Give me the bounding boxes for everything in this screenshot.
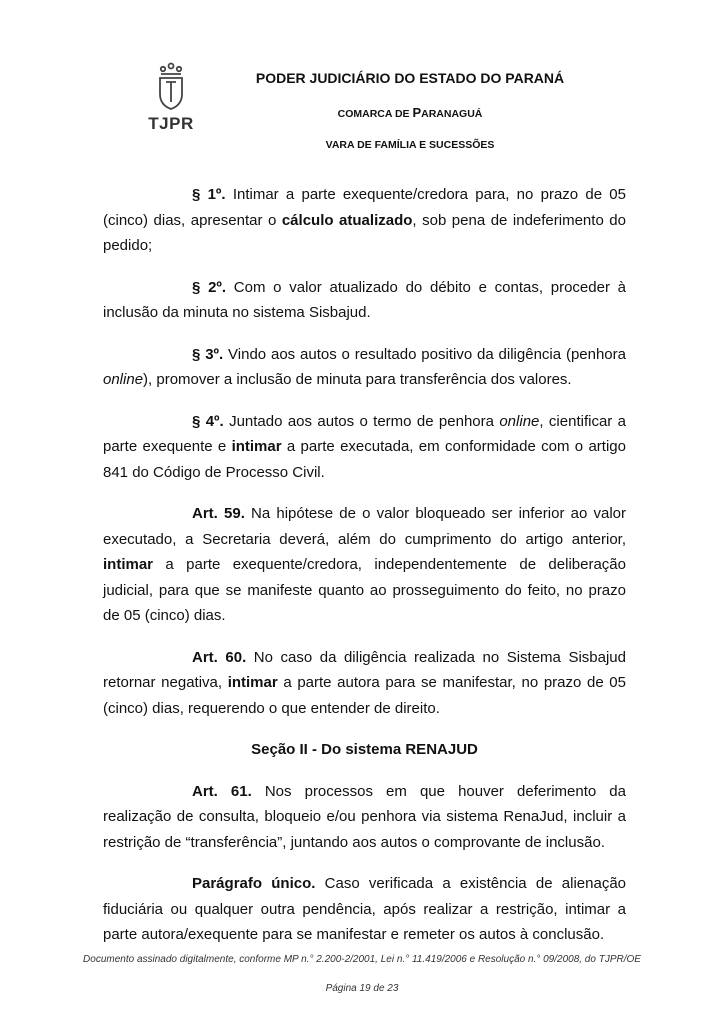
article-61 bbox=[103, 779, 626, 856]
bold-text: intimar bbox=[227, 674, 278, 691]
comarca-initial: P bbox=[412, 105, 422, 120]
bold-text: intimar bbox=[231, 438, 282, 455]
paragraph-label: Art. 61. bbox=[192, 782, 252, 800]
page-number: Página 19 de 23 bbox=[325, 983, 399, 994]
document-body bbox=[103, 182, 626, 964]
paragraph-3 bbox=[103, 342, 626, 393]
paragraph-text: Intimar a parte exequente/credora para, no prazo de 05 (cinco) dias, apresentar o bbox=[103, 186, 626, 229]
logo-text: TJPR bbox=[148, 114, 194, 133]
paragraph-text: , cientificar a parte exequente e bbox=[103, 412, 626, 455]
paragraph-label: § 2º. bbox=[192, 278, 227, 296]
comarca-prefix: COMARCA DE bbox=[337, 108, 413, 120]
paragraph-label: § 3º. bbox=[192, 345, 224, 363]
bold-text: intimar bbox=[103, 556, 154, 573]
paragraph-text: Juntado aos autos o termo de penhora bbox=[223, 412, 500, 430]
vara-name: VARA DE FAMÍLIA E SUCESSÕES bbox=[325, 139, 495, 151]
paragraph-2 bbox=[103, 275, 626, 326]
paragraph-text: Nos processos em que houver deferimento da realização de consulta, bloqueio e/ou penhora via sistema RenaJud, incluir a restrição de “transferência”, juntando aos autos o comprovante de inclusão. bbox=[103, 782, 626, 851]
court-name: PODER JUDICIÁRIO DO ESTADO DO PARANÁ bbox=[255, 70, 565, 86]
signature-note: Documento assinado digitalmente, conforme MP n.° 2.200-2/2001, Lei n.° 11.419/2006 e Resolução n.° 09/2008, do TJPR/OE bbox=[83, 954, 641, 965]
paragraph-text: Vindo aos autos o resultado positivo da diligência (penhora bbox=[223, 345, 626, 363]
paragraph-label: Parágrafo único. bbox=[192, 875, 316, 892]
section-heading: Seção II - Do sistema RENAJUD bbox=[251, 741, 478, 758]
tjpr-logo bbox=[140, 62, 202, 134]
comarca-name bbox=[200, 105, 620, 120]
paragraph-label: Art. 59. bbox=[192, 505, 245, 522]
paragraph-text: Na hipótese de o valor bloqueado ser inferior ao valor executado, a Secretaria deverá, além do cumprimento do artigo anterior, bbox=[103, 505, 626, 548]
paragraph-4 bbox=[103, 409, 626, 486]
paragraph-label: § 4º. bbox=[192, 412, 224, 430]
paragraph-text: a parte exequente/credora, independentemente de deliberação judicial, para que se manifeste quanto ao prosseguimento do feito, no prazo de 05 (cinco) dias. bbox=[103, 556, 626, 624]
paragraph-text: No caso da diligência realizada no Sistema Sisbajud retornar negativa, bbox=[103, 648, 626, 691]
paragrafo-unico bbox=[103, 871, 626, 948]
paragraph-label: Art. 60. bbox=[192, 648, 247, 666]
tjpr-emblem-icon bbox=[154, 62, 188, 112]
paragraph-text: , sob pena de indeferimento do pedido; bbox=[103, 211, 626, 254]
article-59 bbox=[103, 501, 626, 629]
italic-text: online bbox=[499, 412, 540, 430]
bold-text: cálculo atualizado bbox=[281, 211, 413, 229]
article-60 bbox=[103, 645, 626, 722]
paragraph-text: a parte autora para se manifestar, no prazo de 05 (cinco) dias, requerendo o que entender de direito. bbox=[103, 674, 626, 717]
comarca-rest: ARANAGUÁ bbox=[421, 108, 483, 120]
paragraph-text: Com o valor atualizado do débito e contas, proceder à inclusão da minuta no sistema Sisbajud. bbox=[103, 278, 627, 321]
italic-text: online bbox=[103, 371, 144, 388]
paragraph-label: § 1º. bbox=[192, 186, 226, 203]
paragraph-text: ), promover a inclusão de minuta para transferência dos valores. bbox=[143, 371, 572, 388]
paragraph-1 bbox=[103, 182, 626, 259]
paragraph-text: a parte executada, em conformidade com o artigo 841 do Código de Processo Civil. bbox=[103, 438, 626, 481]
paragraph-text: Caso verificada a existência de alienação fiduciária ou qualquer outra pendência, após realizar a restrição, intimar a parte autora/exequente para se manifestar e remeter os autos à conclusão. bbox=[103, 875, 627, 943]
